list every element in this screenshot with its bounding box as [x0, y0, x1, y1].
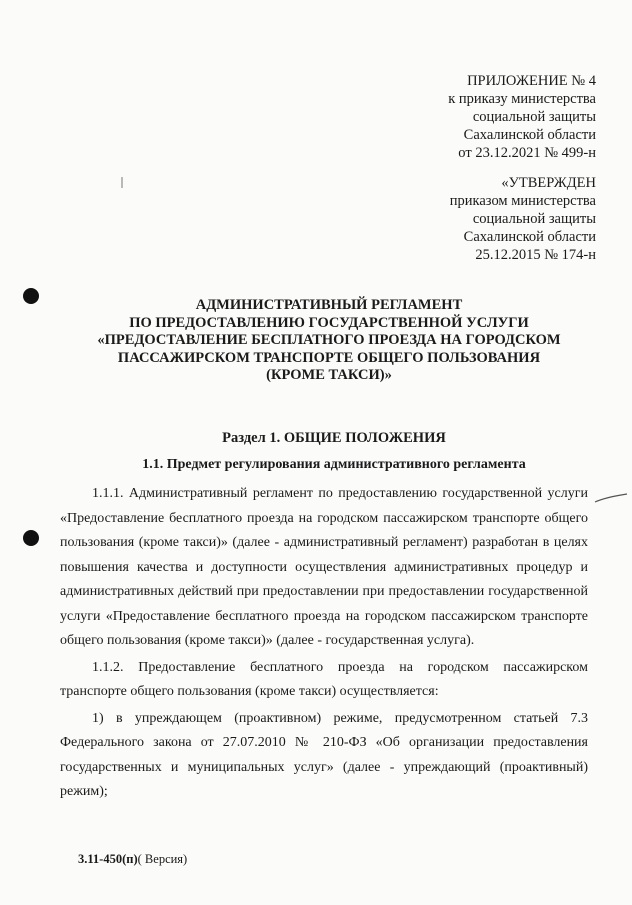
title-line: ПО ПРЕДОСТАВЛЕНИЮ ГОСУДАРСТВЕННОЙ УСЛУГИ: [129, 314, 529, 331]
paragraph: 1.1.1. Административный регламент по предоставлению государственной услуги «Предоставление бесплатного проезда на городском пассажирском транспорте общего пользования (кроме такси)» (далее - административный регламент) разработан в целях повышения качества и доступности осуществления административных процедур и административных действий при предоставлении при предоставлении государственной услуги «Предоставление бесплатного проезда на городском пассажирском транспорте общего пользования (кроме такси)» (далее - государственная услуга).: [60, 486, 588, 648]
title-line: АДМИНИСТРАТИВНЫЙ РЕГЛАМЕНТ: [195, 297, 463, 313]
subsection-heading: 1.1. Предмет регулирования административного регламента: [142, 457, 526, 472]
annex-line: Сахалинской области: [463, 127, 596, 143]
section-heading: Раздел 1. ОБЩИЕ ПОЛОЖЕНИЯ: [222, 430, 446, 446]
title-line: «ПРЕДОСТАВЛЕНИЕ БЕСПЛАТНОГО ПРОЕЗДА НА ГОРОДСКОМ: [97, 332, 561, 348]
paragraph: 1.1.2. Предоставление бесплатного проезда на городском пассажирском транспорте общего пользования (кроме такси) осуществляется:: [60, 659, 588, 699]
annex-block: [448, 72, 596, 162]
approved-line: «УТВЕРЖДЕН: [501, 175, 596, 191]
punch-hole: [23, 530, 39, 546]
footer-code: 3.11-450(п): [78, 852, 138, 866]
approved-line: 25.12.2015 № 174-н: [475, 247, 596, 263]
annex-line: к приказу министерства: [448, 91, 596, 107]
document-title: [60, 297, 598, 385]
title-line: ПАССАЖИРСКОМ ТРАНСПОРТЕ ОБЩЕГО ПОЛЬЗОВАНИЯ: [117, 349, 541, 366]
paragraph: 1) в упреждающем (проактивном) режиме, предусмотренном статьей 7.3 Федерального закона от 27.07.2010 № 210-ФЗ «Об организации предоставления государственных и муниципальных услуг» (далее - упреждающий (проактивный) режим);: [60, 710, 588, 799]
pen-mark: [594, 492, 628, 506]
approved-block: [450, 174, 596, 264]
pen-mark: [118, 176, 126, 190]
approved-line: приказом министерства: [449, 193, 596, 209]
punch-hole: [23, 288, 39, 304]
annex-line: от 23.12.2021 № 499-н: [458, 145, 596, 161]
title-line: (КРОМЕ ТАКСИ)»: [266, 367, 392, 383]
annex-line: ПРИЛОЖЕНИЕ № 4: [467, 73, 596, 89]
footer: [78, 852, 187, 867]
body-text: [60, 482, 588, 805]
approved-line: социальной защиты: [472, 211, 596, 227]
footer-version: ( Версия): [137, 852, 188, 866]
approved-line: Сахалинской области: [463, 229, 596, 245]
annex-line: социальной защиты: [472, 109, 596, 125]
